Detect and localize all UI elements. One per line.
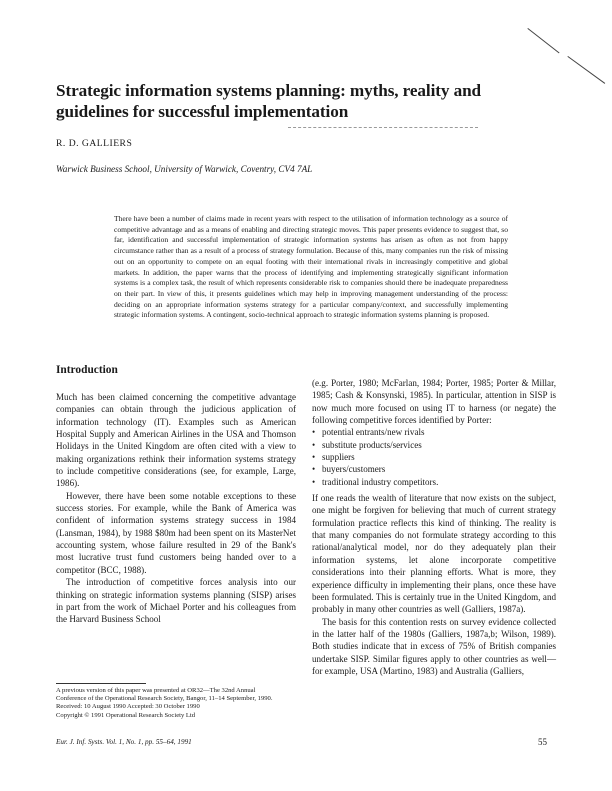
competitive-forces-list	[312, 426, 556, 488]
footnote-rule	[56, 683, 146, 684]
list-item: • substitute products/services	[312, 439, 422, 450]
bullet-icon: •	[312, 439, 316, 450]
bullet-icon: •	[312, 427, 316, 438]
abstract: There have been a number of claims made in recent years with respect to the utilisation of information technology as a source of competitive advantage and as a means of enabling and directing strategic moves. This paper presents evidence to suggest that, so far, identification and successful implementation of strategic information systems has arisen as often as not from happy circumstance rather than as a result of a process of strategy formulation. Because of this, many companies run the risk of missing out on an opportunity to compete on an equal footing with their international rivals in increasingly competitive and global markets. In addition, the paper warns that the process of identifying and implementing strategically significant information systems is a complex task, the result of which represents considerable risk to companies should there be inadequate preparedness on their part. In view of this, it presents guidelines which may help in improving management understanding of the process: deciding on an appropriate information systems strategy for a particular company/context, and successfully implementing strategic information systems. A contingent, socio-technical approach to strategic information systems planning is proposed.	[114, 214, 508, 320]
footnote	[56, 687, 286, 720]
scan-mark-line	[567, 56, 605, 84]
paragraph: However, there have been some notable exceptions to these success stories. For example, while the Bank of America was confident of information systems strategy success in 1984 (Lansman, 1984), by 1988 $80m had been spent on its MasterNet accounting system, whose failure resulted in 29 of the Bank's most lucrative trust fund customers being handed over to a competitor (BCC, 1988).	[56, 490, 296, 575]
title-rule-divider	[288, 127, 478, 128]
paragraph: Much has been claimed concerning the competitive advantage companies can obtain through the judicious application of information technology (IT). Examples such as American Hospital Supply and American Airlines in the USA and Thomson Holidays in the United Kingdom are often cited with a view to making organizations rethink their information systems strategy to include competitive considerations (see, for example, Large, 1986).	[56, 392, 296, 489]
right-column	[312, 377, 556, 677]
list-item: • traditional industry competitors.	[312, 476, 439, 487]
paragraph: The introduction of competitive forces analysis into our thinking on strategic information systems planning (SISP) arises in part from the work of Michael Porter and his colleagues from the Harvard Business School	[56, 577, 296, 625]
journal-citation: Eur. J. Inf. Systs. Vol. 1, No. 1, pp. 55–64, 1991	[56, 738, 192, 746]
page-number: 55	[538, 737, 547, 747]
author-affiliation: Warwick Business School, University of Warwick, Coventry, CV4 7AL	[56, 164, 313, 174]
paragraph: (e.g. Porter, 1980; McFarlan, 1984; Porter, 1985; Porter & Millar, 1985; Cash & Konsynski, 1985). In particular, attention in SISP is now much more focused on using IT to harness (or negate) the following competitive forces identified by Porter:	[312, 378, 556, 426]
bullet-icon: •	[312, 464, 316, 475]
footnote-line: A previous version of this paper was presented at OR32—The 32nd Annual Conference of the Operational Research Society, Bangor, 11–14 September, 1990.	[56, 687, 273, 703]
footnote-line: Received: 10 August 1990 Accepted: 30 October 1990	[56, 703, 200, 711]
section-heading-introduction: Introduction	[56, 364, 118, 376]
scan-mark-line	[527, 28, 559, 53]
paragraph: If one reads the wealth of literature that now exists on the subject, one might be forgiven for believing that much of current strategy formulation practice reflects this kind of thinking. The reality is that many companies do not formulate strategy according to this rational/analytical model, nor do they adequately plan their information systems, let alone incorporate competitive considerations into their planning efforts. What is more, they experience difficulty in implementing their plans, once these have been formulated. This is certainly true in the United Kingdom, and probably in many other countries as well (Galliers, 1987a).	[312, 493, 556, 615]
left-column	[56, 364, 296, 626]
article-title: Strategic information systems planning: myths, reality and guidelines for successful implementation	[56, 81, 482, 121]
bullet-icon: •	[312, 476, 316, 487]
footnote-line: Copyright © 1991 Operational Research Society Ltd	[56, 711, 196, 719]
bullet-icon: •	[312, 452, 316, 463]
author-name: R. D. GALLIERS	[56, 138, 133, 149]
list-item: • buyers/customers	[312, 464, 386, 475]
list-item: • potential entrants/new rivals	[312, 427, 425, 438]
list-item: • suppliers	[312, 452, 355, 463]
paragraph: The basis for this contention rests on survey evidence collected in the latter half of the 1980s (Galliers, 1987a,b; Wilson, 1989). Both studies indicate that in excess of 75% of British companies undertake SISP. Similar figures apply to other countries as well—for example, USA (Martino, 1983) and Australia (Galliers,	[312, 616, 556, 676]
